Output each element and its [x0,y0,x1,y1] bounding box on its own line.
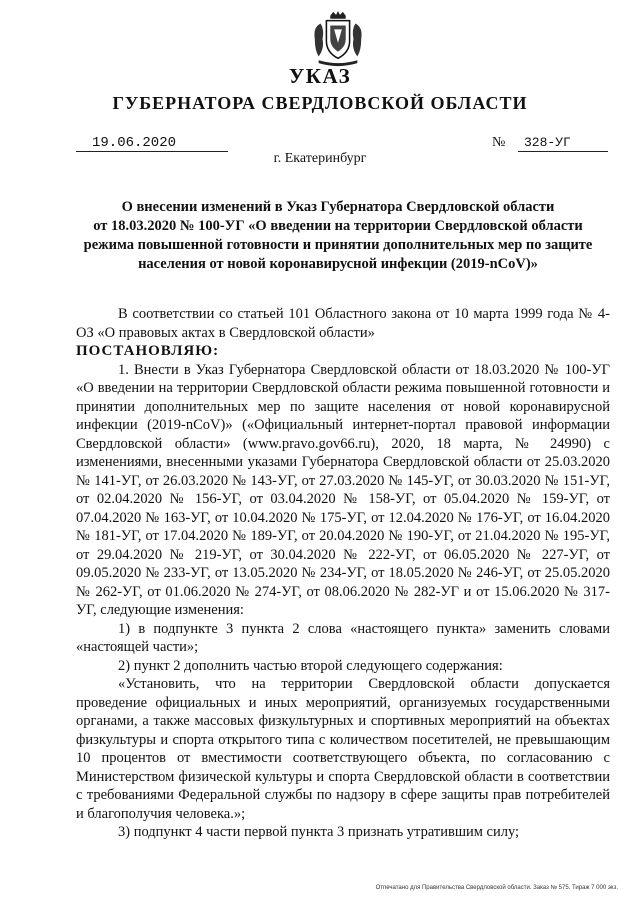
issue-city: г. Екатеринбург [273,151,367,166]
number-sign: № [492,135,506,150]
issuer-title: ГУБЕРНАТОРА СВЕРДЛОВСКОЙ ОБЛАСТИ [112,93,528,113]
subitem-2-paragraph: 2) пункт 2 дополнить частью второй следующего содержания: [118,657,503,674]
subject-line: режима повышенной готовности и принятии дополнительных мер по защите [83,237,593,253]
quoted-text-paragraph: «Установить, что на территории Свердловской области допускается проведение официальных и иных мероприятий, организуемых государственными органами, а также массовых физкультурных и спортивных мероприятий на объектах физкультуры и спорта открытого типа с количеством посетителей, не превышающим 10 процентов от вместимости соответствующего объекта, по согласованию с Министерством физической культуры и спорта Свердловской области в соответствии с требованиями Федеральной службы по надзору в сфере защиты прав потребителей и благополучия человека.»; [76,676,610,822]
postanovlyau-heading [76,342,610,361]
coat-of-arms-icon [309,10,367,68]
subject-line: О внесении изменений в Указ Губернатора Свердловской области [121,199,555,215]
preamble-paragraph: В соответствии со статьей 101 Областного закона от 10 марта 1999 года № 4-ОЗ «О правовых актах в Свердловской области» [76,306,610,341]
printer-note: Отпечатано для Правительства Свердловской области. Заказ № 575. Тираж 7 000 экз. [375,885,618,891]
document-number: 328-УГ [518,135,608,152]
item-1-paragraph: 1. Внести в Указ Губернатора Свердловской области от 18.03.2020 № 100-УГ «О введении на территории Свердловской области режима повышенной готовности и принятии дополнительных мер по защите населения от новой коронавирусной инфекции (2019-nCoV)» («Официальный интернет-портал правовой информации Свердловской области» (www.pravo.gov66.ru), 2020, 18 марта, № 24990) с изменениями, внесенными указами Губернатора Свердловской области от 25.03.2020 № 141-УГ, от 26.03.2020 № 143-УГ, от 27.03.2020 № 145-УГ, от 30.03.2020 № 151-УГ, от 02.04.2020 № 156-УГ, от 03.04.2020 № 158-УГ, от 05.04.2020 № 159-УГ, от 07.04.2020 № 163-УГ, от 10.04.2020 № 175-УГ, от 12.04.2020 № 176-УГ, от 16.04.2020 № 181-УГ, от 17.04.2020 № 189-УГ, от 20.04.2020 № 190-УГ, от 21.04.2020 № 195-УГ, от 29.04.2020 № 219-УГ, от 30.04.2020 № 222-УГ, от 06.05.2020 № 227-УГ, от 09.05.2020 № 233-УГ, от 13.05.2020 № 234-УГ, от 18.05.2020 № 246-УГ, от 25.05.2020 № 262-УГ, от 01.06.2020 № 274-УГ, от 08.06.2020 № 282-УГ и от 15.06.2020 № 317-УГ, следующие изменения: [76,361,610,618]
document-body [76,305,610,842]
document-date: 19.06.2020 [76,135,228,152]
document-type-title: УКАЗ [288,64,352,88]
document-subject [78,198,598,274]
subject-line: от 18.03.2020 № 100-УГ «О введении на территории Свердловской области [93,218,583,234]
subject-line: населения от новой коронавирусной инфекции (2019-nCoV)» [138,256,538,272]
subitem-1-paragraph: 1) в подпункте 3 пункта 2 слова «настоящего пункта» заменить словами «настоящей части»; [76,620,610,655]
postanovlyau-label: ПОСТАНОВЛЯЮ: [76,343,220,359]
subitem-3-paragraph: 3) подпункт 4 части первой пункта 3 признать утратившим силу; [118,824,520,840]
